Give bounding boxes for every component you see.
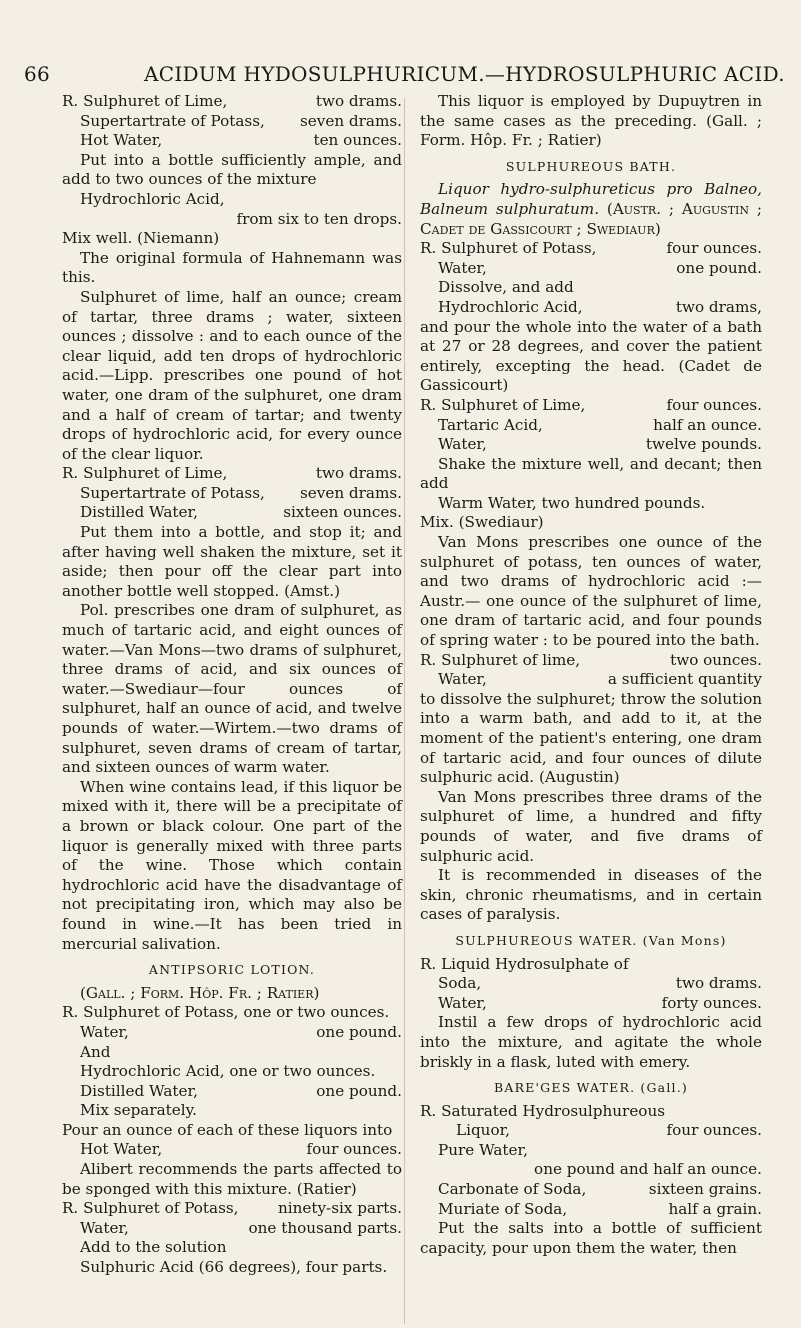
paragraph: to dissolve the sulphuret; throw the solution into a warm bath, and add to it, at the moment of the patient's entering, one dram of tartaric acid, and four ounces of dilute sulphuric acid. (Augustin) xyxy=(420,689,762,787)
paragraph: Mix. (Swediaur) xyxy=(420,513,544,532)
recipe-2 xyxy=(62,464,402,523)
recipe-line: Supertartrate of Potass, seven drams. xyxy=(80,483,402,502)
recipe-line: Distilled Water, sixteen ounces. xyxy=(80,503,402,522)
paragraph: Put them into a bottle, and stop it; and after having well shaken the mixture, set it aside; then pour off the clear part into another bottle well stopped. (Amst.) xyxy=(62,523,402,600)
recipe-5: R. Sulphuret of Potass, four ounces. Water, one pound. Dissolve, and add Hydrochloric Acid, two drams, xyxy=(420,239,762,316)
paragraph: Van Mons prescribes three drams of the sulphuret of lime, a hundred and fifty pounds of water, and five drams of sulphuric acid. xyxy=(420,787,762,865)
paragraph: Put into a bottle sufficiently ample, and add to two ounces of the mixture xyxy=(62,150,402,189)
paragraph: Instil a few drops of hydrochloric acid into the mixture, and agitate the whole briskly in a flask, luted with emery. xyxy=(420,1013,762,1071)
left-column xyxy=(62,92,402,1278)
paragraph: Put the salts into a bottle of sufficient capacity, pour upon them the water, then xyxy=(420,1219,762,1257)
paragraph: Pol. prescribes one dram of sulphuret, as much of tartaric acid, and eight ounces of water.—Van Mons—two drams of sulphuret, three drams of acid, and six ounces of water.—Swediaur—four ounces of sulphuret, half an ounce of acid, and twelve pounds of water.—Wirtem.—two drams of sulphuret, seven drams of cream of tartar, and sixteen ounces of warm water. xyxy=(62,601,402,777)
paragraph: Alibert recommends the parts affected to be sponged with this mixture. (Ratier) xyxy=(62,1160,402,1198)
paragraph: When wine contains lead, if this liquor be mixed with it, there will be a precipitate of a brown or black colour. One part of the liquor is generally mixed with three parts of the wine. Those which contain hydrochloric acid have the disadvantage of not precipitating iron, which may also be found in wine.—It has been tried in mercurial salivation. xyxy=(62,777,402,953)
recipe-6: R. Sulphuret of Lime, four ounces. Tartaric Acid, half an ounce. Water, twelve pounds. xyxy=(420,395,762,454)
recipe-4: R. Sulphuret of Potass, ninety-six parts. Water, one thousand parts. Add to the solution Sulphuric Acid (66 degrees), four parts. xyxy=(62,1199,402,1277)
recipe-line: Hot Water, ten ounces. xyxy=(80,131,402,150)
paragraph: Mix well. (Niemann) xyxy=(62,229,220,248)
page-number: 66 xyxy=(24,62,51,86)
recipe-7: R. Sulphuret of lime, two ounces. Water, a sufficient quantity xyxy=(420,650,762,689)
paragraph: Liquor hydro-sulphureticus pro Balneo, Balneum sulphuratum. (Austr. ; Augustin ; Cadet de Gassicourt ; Swediaur) xyxy=(420,180,762,238)
recipe-1b: Hydrochloric Acid, from six to ten drops. xyxy=(80,189,402,228)
column-divider xyxy=(404,98,405,1324)
section-heading: BARE'GES WATER. (Gall.) xyxy=(494,1080,688,1096)
paragraph: Van Mons prescribes one ounce of the sulphuret of potass, ten ounces of water, and two drams of hydrochloric acid :—Austr.— one ounce of the sulphuret of lime, one dram of tartaric acid, and four pounds of spring water : to be poured into the bath. xyxy=(420,533,762,650)
recipe-9: R. Saturated Hydrosulphureous Liquor, four ounces. Pure Water, one pound and half an ounce. Carbonate of Soda, sixteen grains. Muriate of Soda, half a grain. xyxy=(420,1101,762,1218)
recipe-line: Supertartrate of Potass, seven drams. xyxy=(80,111,402,130)
recipe-8: R. Liquid Hydrosulphate of Soda, two drams. Water, forty ounces. xyxy=(420,954,762,1012)
references: (Gall. ; Form. Hôp. Fr. ; Ratier) xyxy=(80,983,320,1002)
section-heading: ANTIPSORIC LOTION. xyxy=(148,962,316,978)
right-column: This liquor is employed by Dupuytren in the same cases as the preceding. (Gall. ; Form. Hôp. Fr. ; Ratier) SULPHUREOUS BATH. Liquor hydro-sulphureticus pro Balneo, Balneum sulphuratum. (Austr. ; Augustin ; Cadet de Gassicourt ; Swediaur) R. Sulphuret of Potass, four ounces. Water, one pound. Dissolve, and add Hydrochloric Acid, two drams, and pour the whole into the water of a bath at 27 or 28 degrees, and cover the patient entirely, excepting the head. (Cadet de Gassicourt) R. Sulphuret of Lime, four ounces. Tartaric Acid, half an ounce. Water, twelve pounds. Shake the mixture well, and decant; then add Warm Water, two hundred pounds. Mix. (Swediaur) Van Mons prescribes one ounce of the sulphuret of potass, ten ounces of water, and two drams of hydrochloric acid :—Austr.— one ounce of the sulphuret of lime, one dram of tartaric acid, and four pounds of spring water : to be poured into the bath. R. Sulphuret of lime, two ounces. Water, a sufficient quantity to dissolve the sulphuret; throw the solution into a warm bath, and add to it, at the moment of the patient's entering, one dram of tartaric acid, and four ounces of dilute sulphuric acid. (Augustin) Van Mons prescribes three drams of the sulphuret of lime, a hundred and fifty pounds of water, and five drams of sulphuric acid. It is recommended in diseases of the skin, chronic rheumatisms, and in certain cases of paralysis. SULPHUREOUS WATER. (Van Mons) R. Liquid Hydrosulphate of Soda, two drams. Water, forty ounces. Instil a few drops of hydrochloric acid into the mixture, and agitate the whole briskly in a flask, luted with emery. BARE'GES WATER. (Gall.) R. Saturated Hydrosulphureous Liquor, four ounces. Pure Water, one pound and half an ounce. Carbonate of Soda, sixteen grains. Muriate of Soda, half a grain. Put the salts into a bottle of sufficient capacity, pour upon them the water, then xyxy=(420,92,762,1257)
recipe-1 xyxy=(62,92,402,151)
running-title: ACIDUM HYDOSULPHURICUM.—HYDROSULPHURIC ACID. xyxy=(144,62,785,86)
paragraph: The original formula of Hahnemann was this. xyxy=(62,248,402,287)
paragraph: This liquor is employed by Dupuytren in the same cases as the preceding. (Gall. ; Form. Hôp. Fr. ; Ratier) xyxy=(420,92,762,150)
section-heading: SULPHUREOUS BATH. xyxy=(505,158,677,174)
recipe-line: R. Sulphuret of Lime, two drams. xyxy=(62,464,402,483)
recipe-line: R. Sulphuret of Lime, two drams. xyxy=(62,92,402,110)
recipe-3: R. Sulphuret of Potass, one or two ounces. Water, one pound. And Hydrochloric Acid, one or two ounces. Distilled Water, one pound. Mix separately. Pour an ounce of each of these liquors into Hot Water, four ounces. xyxy=(62,1003,402,1159)
paragraph: and pour the whole into the water of a bath at 27 or 28 degrees, and cover the patient entirely, excepting the head. (Cadet de Gassicourt) xyxy=(420,317,762,395)
paragraph: Shake the mixture well, and decant; then add xyxy=(420,454,762,493)
paragraph: It is recommended in diseases of the skin, chronic rheumatisms, and in certain cases of paralysis. xyxy=(420,866,762,924)
section-heading: SULPHUREOUS WATER. (Van Mons) xyxy=(455,932,727,948)
paragraph: Sulphuret of lime, half an ounce; cream of tartar, three drams ; water, sixteen ounces ; dissolve : and to each ounce of the clear liquid, add ten drops of hydrochloric acid.—Lipp. prescribes one pound of hot water, one dram of the sulphuret, one dram and a half of cream of tartar; and twenty drops of hydrochloric acid, for every ounce of the clear liquor. xyxy=(62,287,402,463)
